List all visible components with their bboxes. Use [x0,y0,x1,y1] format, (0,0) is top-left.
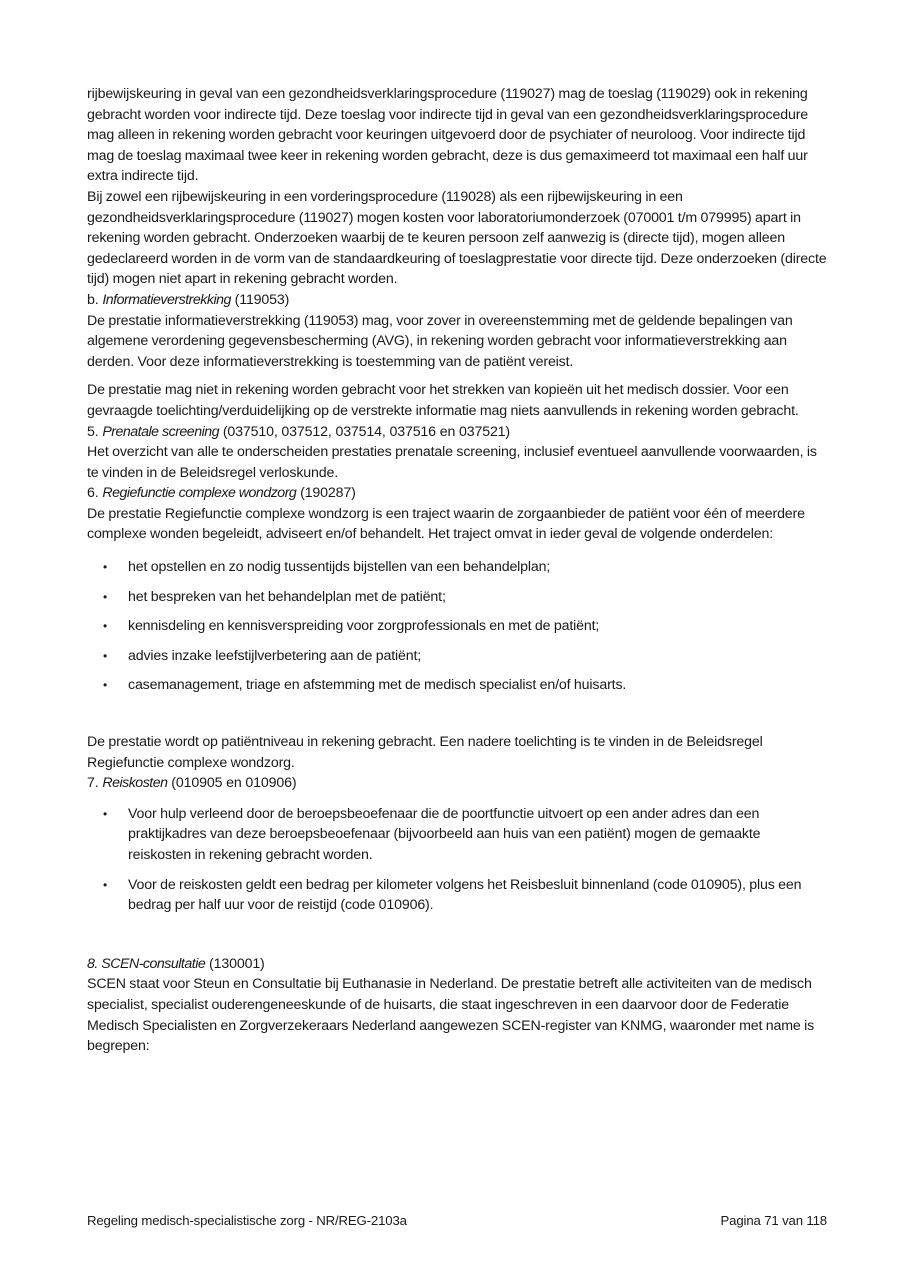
section-5-paragraph-1: Het overzicht van alle te onderscheiden prestaties prenatale screening, inclusief eventueel aanvullende voorwaarden, is te vinden in de Beleidsregel verloskunde. [87,444,817,481]
list-item [87,587,827,608]
section-6-heading [87,483,827,504]
section-5-title: Prenatale screening [102,423,220,440]
list-item-text: kennisdeling en kennisverspreiding voor zorgprofessionals en met de patiënt; [128,618,600,635]
bullet-icon: • [103,678,108,693]
list-item [87,646,827,667]
list-item [87,804,827,866]
section-6-code: (190287) [296,485,356,502]
section-8-heading [87,954,827,975]
section-6-paragraph-2: De prestatie wordt op patiëntniveau in rekening gebracht. Een nadere toelichting is te vinden in de Beleidsregel Regiefunctie complexe wondzorg. [87,734,763,771]
intro-paragraph-1: rijbewijskeuring in geval van een gezondheidsverklaringsprocedure (119027) mag de toeslag (119029) ook in rekening gebracht worden voor indirecte tijd. Deze toeslag voor indirecte tijd in geval van een gezondheidsverklaringsprocedure mag alleen in rekening worden gebracht voor keuringen uitgevoerd door de psychiater of neuroloog. Voor indirecte tijd mag de toeslag maximaal twee keer in rekening worden gebracht, deze is dus gemaximeerd tot maximaal een half uur extra indirecte tijd. [87,86,809,185]
bullet-icon: • [103,648,108,663]
section-7-prefix: 7. [87,775,103,792]
footer-page-number: Pagina 71 van 118 [720,1213,827,1228]
section-b-paragraph-2: De prestatie mag niet in rekening worden gebracht voor het strekken van kopieën uit het medisch dossier. Voor een gevraagde toelichting/verduidelijking op de verstrekte informatie mag niets aanvullends in rekening worden gebracht. [87,382,799,419]
list-item-text: Voor hulp verleend door de beroepsbeoefenaar die de poortfunctie uitvoert op een ander adres dan een praktijkadres van deze beroepsbeoefenaar (bijvoorbeeld aan huis van een patiënt) mogen de gemaakte reiskosten in rekening gebracht worden. [128,805,761,863]
section-7-code: (010905 en 010906) [167,775,297,792]
list-item-text: het bespreken van het behandelplan met de patiënt; [128,588,446,605]
document-page [87,84,827,1057]
list-item-text: advies inzake leefstijlverbetering aan de patiënt; [128,647,422,664]
section-b-heading [87,290,827,311]
section-8-code: (130001) [205,955,265,972]
section-8-prefix: 8. SCEN- [87,955,143,972]
section-7-bullet-list [87,804,827,916]
section-7-title: Reiskosten [102,775,168,792]
bullet-icon: • [103,806,108,821]
section-6-title: Regiefunctie complexe wondzorg [102,485,297,502]
section-5-heading [87,422,827,443]
list-item-text: het opstellen en zo nodig tussentijds bijstellen van een behandelplan; [128,559,551,576]
section-b-title: Informatieverstrekking [102,291,231,308]
section-6-paragraph-1: De prestatie Regiefunctie complexe wondzorg is een traject waarin de zorgaanbieder de patiënt voor één of meerdere complexe wonden begeleidt, adviseert en/of behandelt. Het traject omvat in ieder geval de volgende onderdelen: [87,505,805,543]
section-b-code: (119053) [230,291,290,308]
page-footer [87,1213,827,1228]
bullet-icon: • [103,619,108,634]
list-item [87,875,827,916]
section-7-heading [87,773,827,794]
footer-document-title: Regeling medisch-specialistische zorg - NR/REG-2103a [87,1213,407,1228]
list-item [87,675,827,696]
bullet-icon: • [103,877,108,892]
section-5-code: (037510, 037512, 037514, 037516 en 037521) [219,423,510,440]
section-b-prefix: b. [87,291,103,308]
section-b-paragraph-1: De prestatie informatieverstrekking (119053) mag, voor zover in overeenstemming met de geldende bepalingen van algemene verordening gegevensbescherming (AVG), in rekening worden gebracht voor informatieverstrekking aan derden. Voor deze informatieverstrekking is toestemming van de patiënt vereist. [87,312,793,370]
section-8-paragraph-1: SCEN staat voor Steun en Consultatie bij Euthanasie in Nederland. De prestatie betreft alle activiteiten van de medisch specialist, specialist ouderengeneeskunde of de huisarts, die staat ingeschreven in een daarvoor door de Federatie Medisch Specialisten en Zorgverzekeraars Nederland aangewezen SCEN-register van KNMG, waaronder met name is begrepen: [87,976,815,1055]
section-5-prefix: 5. [87,423,103,440]
bullet-icon: • [103,589,108,604]
section-8-title: consultatie [142,955,206,972]
list-item [87,557,827,578]
bullet-icon: • [103,560,108,575]
list-item-text: casemanagement, triage en afstemming met de medisch specialist en/of huisarts. [128,677,627,694]
list-item [87,616,827,637]
list-item-text: Voor de reiskosten geldt een bedrag per kilometer volgens het Reisbesluit binnenland (code 010905), plus een bedrag per half uur voor de reistijd (code 010906). [128,876,802,914]
section-6-bullet-list [87,557,827,696]
intro-paragraph-2: Bij zowel een rijbewijskeuring in een vorderingsprocedure (119028) als een rijbewijskeuring in een gezondheidsverklaringsprocedure (119027) mogen kosten voor laboratoriumonderzoek (070001 t/m 079995) apart in rekening worden gebracht. Onderzoeken waarbij de te keuren persoon zelf aanwezig is (directe tijd), mogen alleen gedeclareerd worden in de vorm van de standaardkeuring of toeslagprestatie voor directe tijd. Deze onderzoeken (directe tijd) mogen niet apart in rekening gebracht worden. [87,188,827,288]
section-6-prefix: 6. [87,485,103,502]
